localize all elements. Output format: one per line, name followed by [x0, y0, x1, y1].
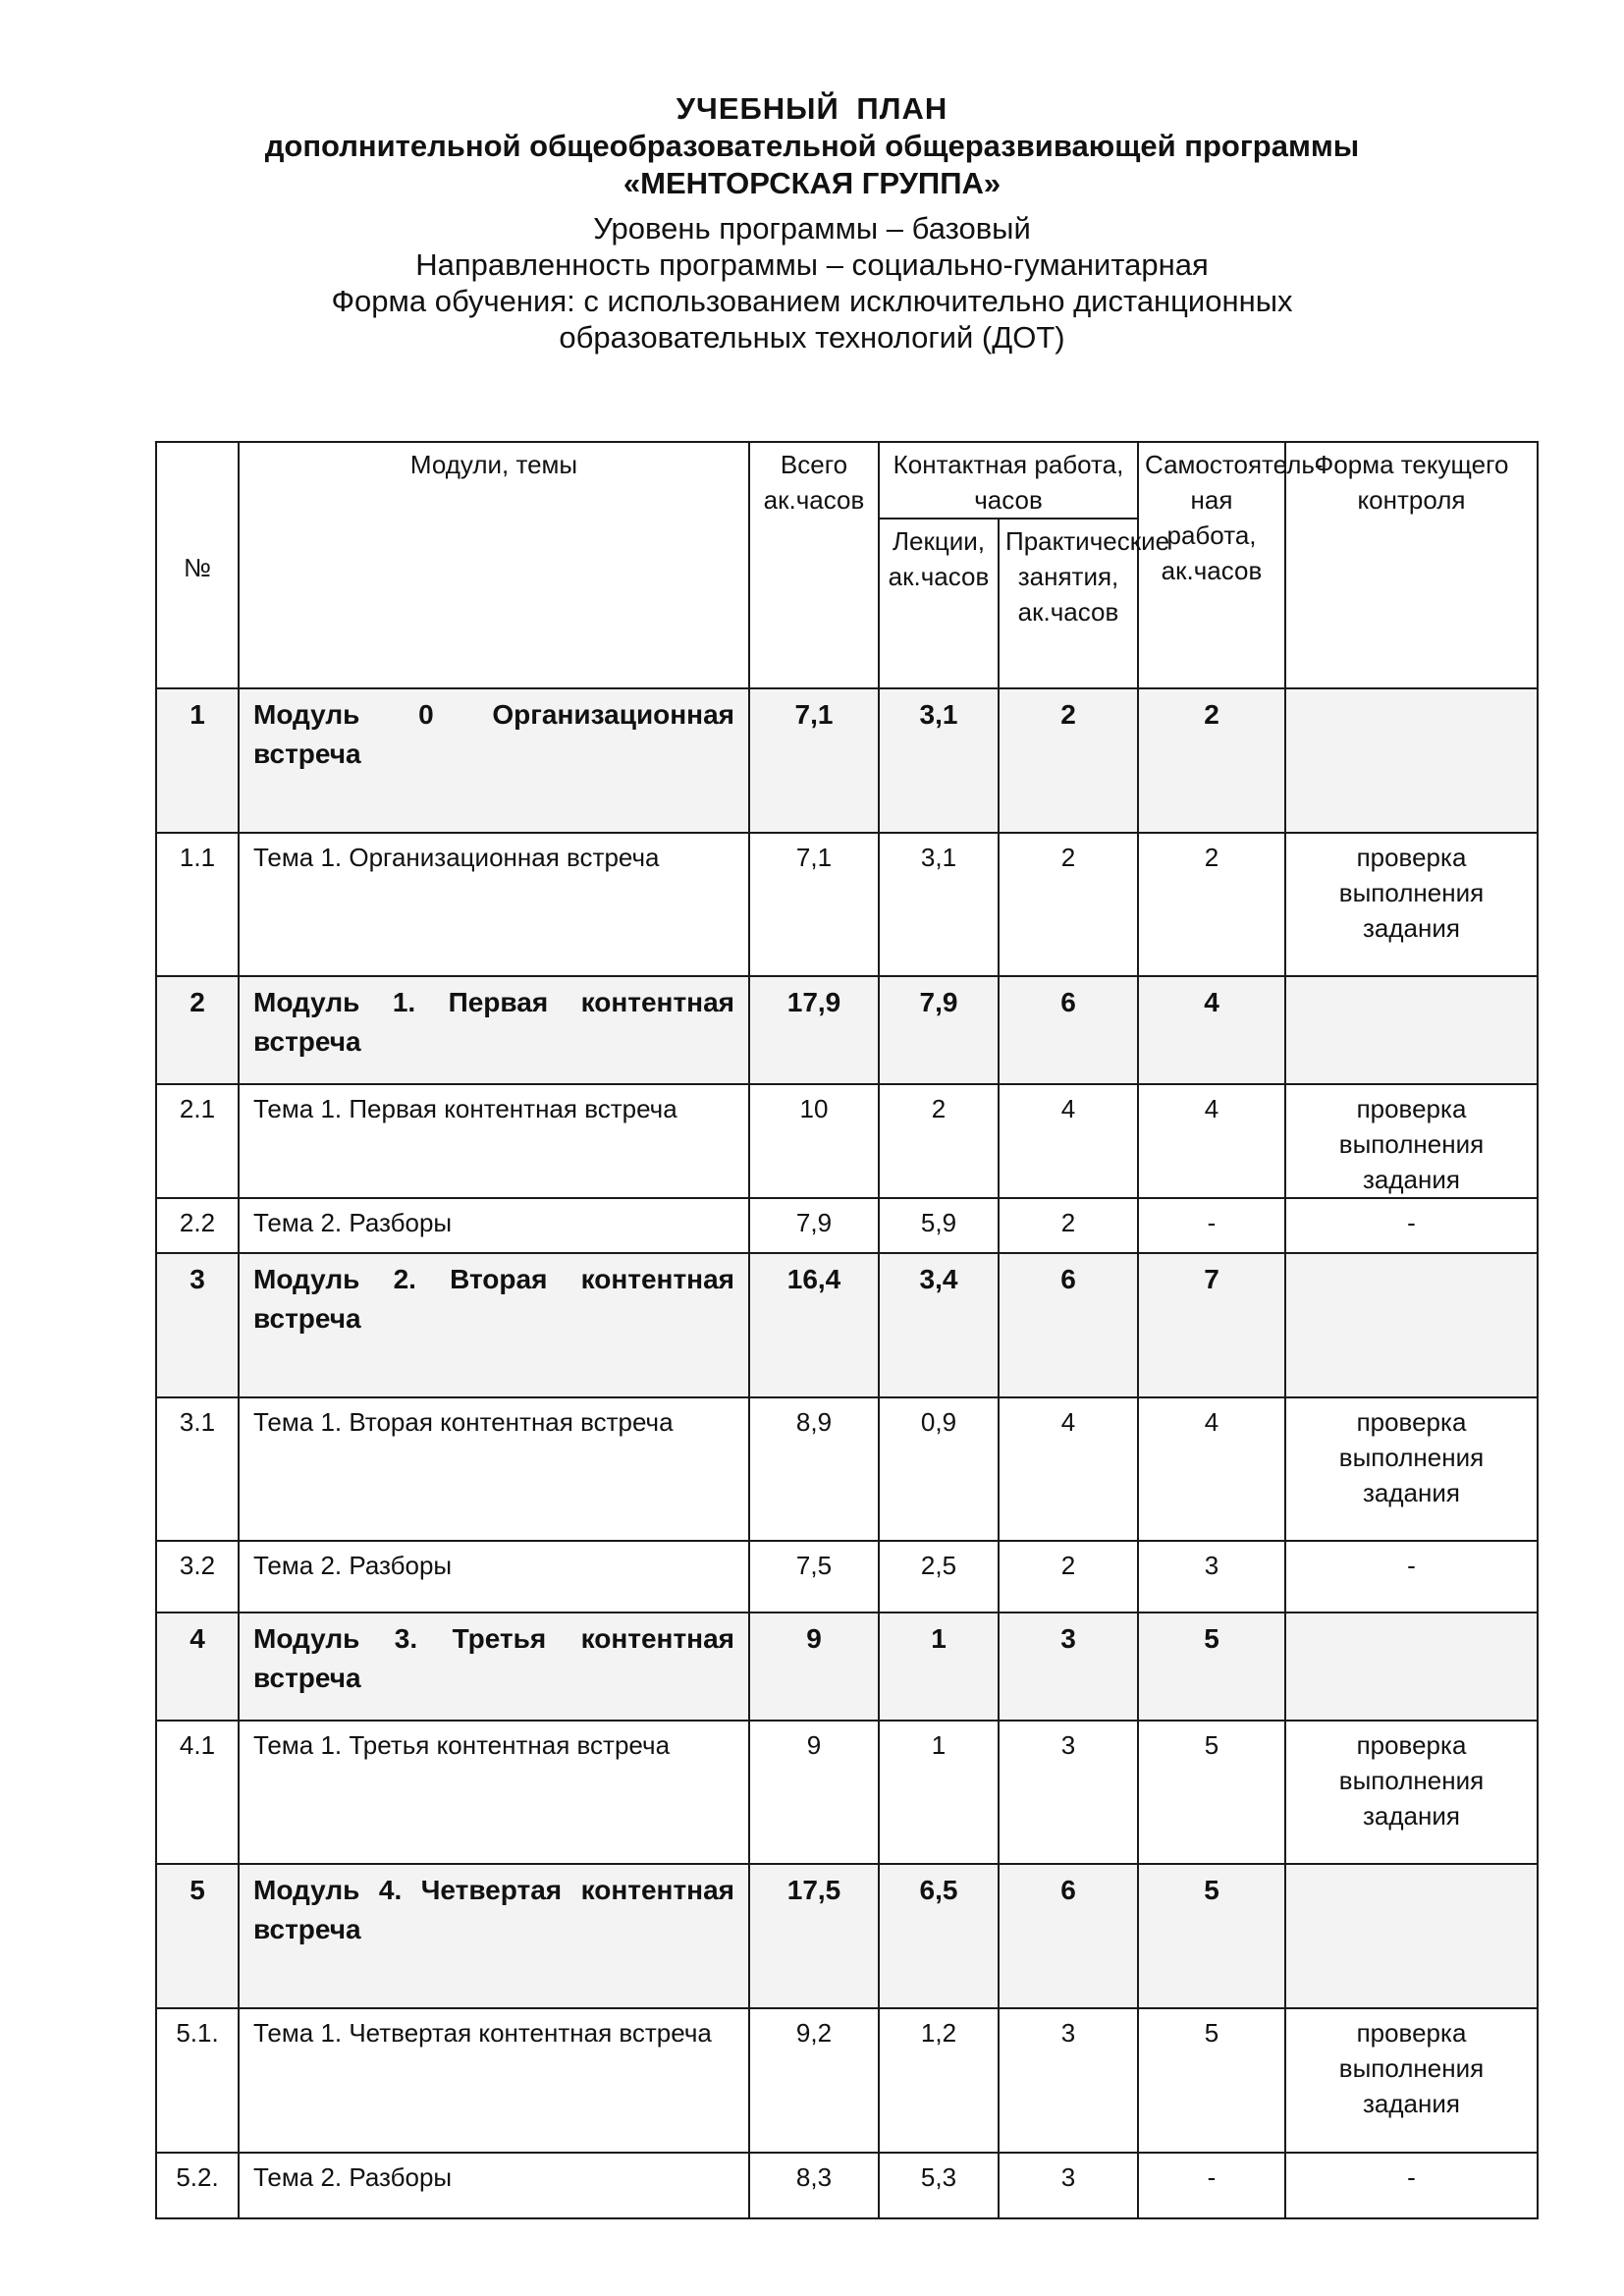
row-practice: 3	[999, 2008, 1138, 2153]
table-header-row	[156, 442, 1538, 519]
program-form-line1: Форма обучения: с использованием исключительно дистанционных	[331, 284, 1293, 318]
row-total: 17,9	[749, 976, 879, 1084]
row-practice: 2	[999, 1198, 1138, 1253]
row-topic: Тема 2. Разборы	[239, 2153, 749, 2218]
row-total: 9,2	[749, 2008, 879, 2153]
row-total: 7,9	[749, 1198, 879, 1253]
row-number: 5	[156, 1864, 239, 2008]
header-total-hours: Всего ак.часов	[749, 442, 879, 688]
row-practice: 2	[999, 833, 1138, 976]
row-total: 16,4	[749, 1253, 879, 1397]
row-control: проверка выполнения задания	[1285, 833, 1538, 976]
header-practice: Практические занятия, ак.часов	[999, 519, 1138, 688]
row-control: проверка выполнения задания	[1285, 2008, 1538, 2153]
row-topic: Модуль 4. Четвертая контентная встреча	[239, 1864, 749, 2008]
row-lectures: 7,9	[879, 976, 999, 1084]
row-independent: 5	[1138, 1613, 1285, 1721]
header-control-form: Форма текущего контроля	[1285, 442, 1538, 688]
row-control	[1285, 688, 1538, 833]
row-control	[1285, 1253, 1538, 1397]
row-independent: 5	[1138, 1721, 1285, 1864]
row-total: 9	[749, 1613, 879, 1721]
row-topic: Тема 1. Вторая контентная встреча	[239, 1397, 749, 1541]
header-number: №	[156, 442, 239, 688]
curriculum-table	[155, 441, 1539, 2219]
row-number: 3.2	[156, 1541, 239, 1613]
row-independent: -	[1138, 2153, 1285, 2218]
table-row	[156, 1198, 1538, 1253]
header-contact-work: Контактная работа, часов	[879, 442, 1138, 519]
program-name: «МЕНТОРСКАЯ ГРУППА»	[623, 166, 1001, 200]
header-lectures: Лекции, ак.часов	[879, 519, 999, 688]
row-lectures: 6,5	[879, 1864, 999, 2008]
row-independent: 4	[1138, 1397, 1285, 1541]
row-practice: 6	[999, 976, 1138, 1084]
row-lectures: 1,2	[879, 2008, 999, 2153]
row-total: 10	[749, 1084, 879, 1198]
row-topic: Тема 1. Четвертая контентная встреча	[239, 2008, 749, 2153]
row-practice: 4	[999, 1397, 1138, 1541]
row-topic: Модуль 0 Организационная встреча	[239, 688, 749, 833]
header-modules: Модули, темы	[239, 442, 749, 688]
row-total: 7,1	[749, 833, 879, 976]
row-number: 4.1	[156, 1721, 239, 1864]
row-practice: 6	[999, 1253, 1138, 1397]
row-independent: 2	[1138, 688, 1285, 833]
table-row	[156, 1397, 1538, 1541]
row-control	[1285, 1864, 1538, 2008]
row-topic: Тема 2. Разборы	[239, 1541, 749, 1613]
row-practice: 2	[999, 1541, 1138, 1613]
row-independent: 2	[1138, 833, 1285, 976]
row-number: 2.1	[156, 1084, 239, 1198]
row-lectures: 2	[879, 1084, 999, 1198]
row-topic: Тема 1. Первая контентная встреча	[239, 1084, 749, 1198]
row-number: 1.1	[156, 833, 239, 976]
row-number: 1	[156, 688, 239, 833]
program-form-line2: образовательных технологий (ДОТ)	[559, 320, 1065, 355]
row-practice: 2	[999, 688, 1138, 833]
row-lectures: 0,9	[879, 1397, 999, 1541]
row-total: 17,5	[749, 1864, 879, 2008]
row-total: 7,5	[749, 1541, 879, 1613]
row-practice: 3	[999, 1721, 1138, 1864]
row-number: 2.2	[156, 1198, 239, 1253]
row-practice: 4	[999, 1084, 1138, 1198]
row-control: -	[1285, 1541, 1538, 1613]
row-lectures: 3,1	[879, 833, 999, 976]
row-independent: 7	[1138, 1253, 1285, 1397]
row-practice: 3	[999, 1613, 1138, 1721]
document-title: УЧЕБНЫЙ ПЛАН	[676, 91, 948, 126]
row-number: 5.2.	[156, 2153, 239, 2218]
row-independent: 3	[1138, 1541, 1285, 1613]
row-total: 8,3	[749, 2153, 879, 2218]
row-control: -	[1285, 1198, 1538, 1253]
document-subtitle: дополнительной общеобразовательной общеразвивающей программы	[264, 129, 1360, 163]
table-row	[156, 1253, 1538, 1397]
row-control: проверка выполнения задания	[1285, 1084, 1538, 1198]
table-row	[156, 1613, 1538, 1721]
row-lectures: 1	[879, 1721, 999, 1864]
row-lectures: 2,5	[879, 1541, 999, 1613]
table-row	[156, 833, 1538, 976]
row-control	[1285, 1613, 1538, 1721]
row-lectures: 5,3	[879, 2153, 999, 2218]
row-independent: -	[1138, 1198, 1285, 1253]
row-control: проверка выполнения задания	[1285, 1397, 1538, 1541]
row-practice: 6	[999, 1864, 1138, 2008]
table-row	[156, 2153, 1538, 2218]
header-independent-work: Самостоятель-ная работа, ак.часов	[1138, 442, 1285, 688]
table-row	[156, 2008, 1538, 2153]
row-lectures: 5,9	[879, 1198, 999, 1253]
row-lectures: 1	[879, 1613, 999, 1721]
table-row	[156, 1721, 1538, 1864]
row-control	[1285, 976, 1538, 1084]
row-total: 8,9	[749, 1397, 879, 1541]
row-topic: Тема 1. Третья контентная встреча	[239, 1721, 749, 1864]
row-number: 3	[156, 1253, 239, 1397]
row-independent: 4	[1138, 1084, 1285, 1198]
program-direction: Направленность программы – социально-гуманитарная	[415, 247, 1209, 282]
document-header	[0, 90, 1624, 355]
row-topic: Тема 2. Разборы	[239, 1198, 749, 1253]
row-control: -	[1285, 2153, 1538, 2218]
row-topic: Тема 1. Организационная встреча	[239, 833, 749, 976]
row-number: 3.1	[156, 1397, 239, 1541]
row-total: 7,1	[749, 688, 879, 833]
row-topic: Модуль 1. Первая контентная встреча	[239, 976, 749, 1084]
table-row	[156, 1084, 1538, 1198]
table-row	[156, 976, 1538, 1084]
row-practice: 3	[999, 2153, 1138, 2218]
program-level: Уровень программы – базовый	[593, 211, 1031, 246]
table-row	[156, 1864, 1538, 2008]
row-topic: Модуль 3. Третья контентная встреча	[239, 1613, 749, 1721]
row-number: 2	[156, 976, 239, 1084]
row-control: проверка выполнения задания	[1285, 1721, 1538, 1864]
row-total: 9	[749, 1721, 879, 1864]
row-lectures: 3,4	[879, 1253, 999, 1397]
row-independent: 5	[1138, 2008, 1285, 2153]
table-row	[156, 688, 1538, 833]
row-topic: Модуль 2. Вторая контентная встреча	[239, 1253, 749, 1397]
row-number: 5.1.	[156, 2008, 239, 2153]
row-lectures: 3,1	[879, 688, 999, 833]
row-independent: 5	[1138, 1864, 1285, 2008]
row-number: 4	[156, 1613, 239, 1721]
table-row	[156, 1541, 1538, 1613]
row-independent: 4	[1138, 976, 1285, 1084]
